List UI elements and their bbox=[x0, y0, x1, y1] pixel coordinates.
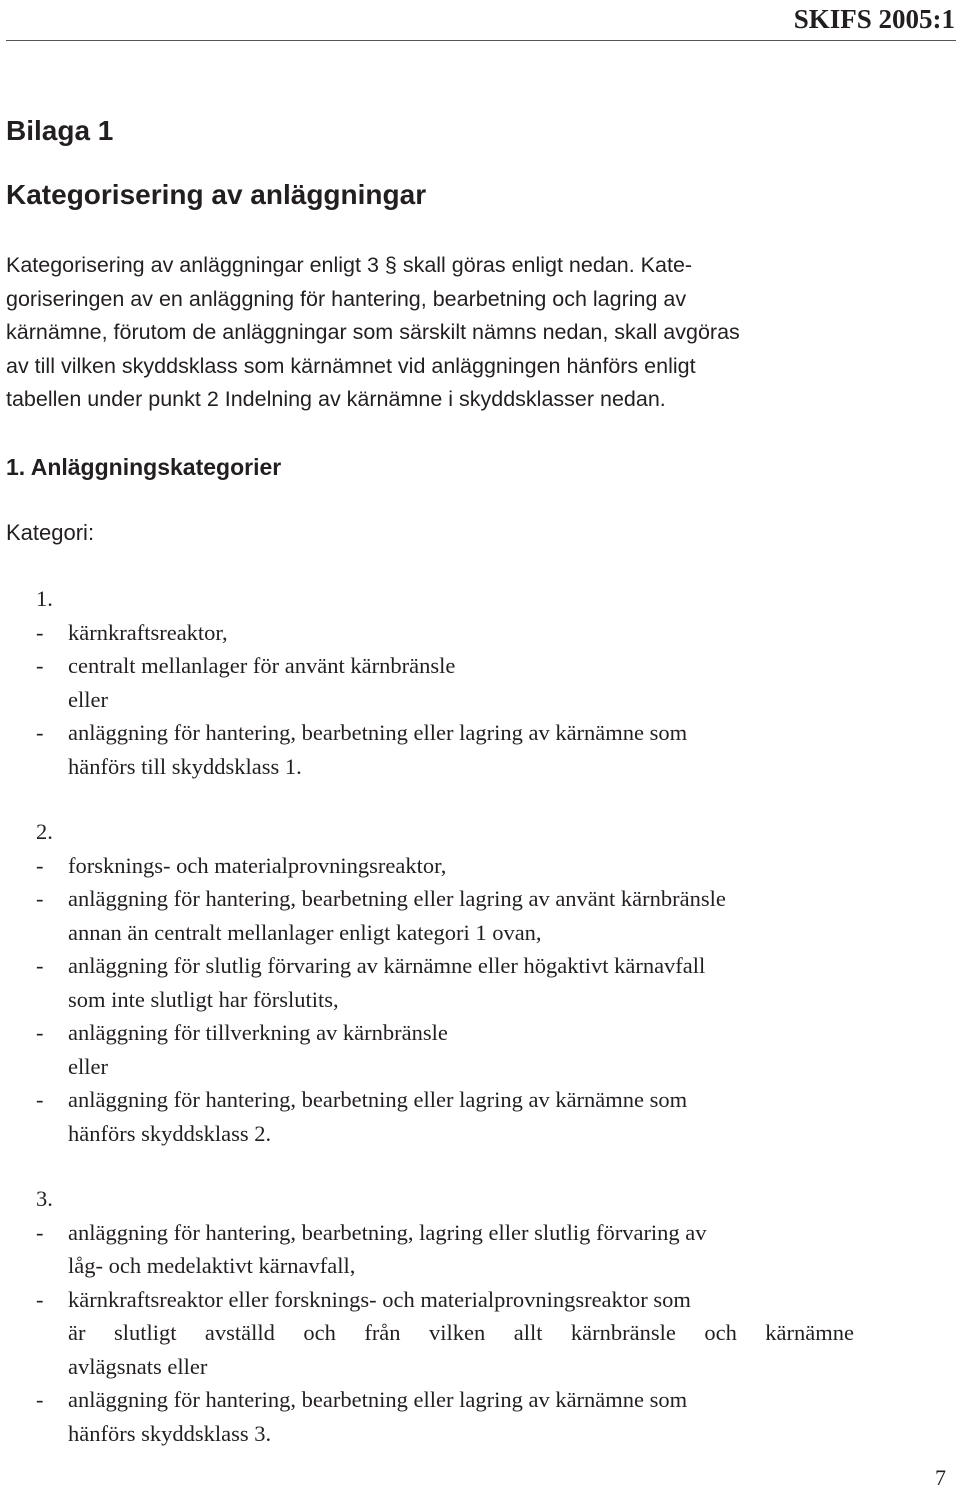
list-item-continuation: eller bbox=[68, 686, 108, 712]
list-dash: - bbox=[36, 619, 44, 645]
list-item bbox=[0, 882, 940, 916]
list-item-text: kärnkraftsreaktor, bbox=[68, 619, 228, 645]
list-item bbox=[0, 616, 940, 650]
list-item-text: centralt mellanlager för använt kärnbränsle bbox=[68, 653, 456, 678]
list-item-text: anläggning för hantering, bearbetning eller lagring av kärnämne som bbox=[68, 1387, 688, 1412]
list-dash: - bbox=[36, 720, 44, 745]
list-item bbox=[0, 649, 940, 683]
list-item bbox=[0, 1216, 940, 1250]
list-item-text: anläggning för hantering, bearbetning, lagring eller slutlig förvaring av bbox=[68, 1219, 707, 1245]
list-item bbox=[0, 1016, 940, 1050]
list-dash: - bbox=[36, 1219, 44, 1245]
category-1 bbox=[0, 582, 940, 783]
main-title: Kategorisering av anläggningar bbox=[6, 179, 427, 210]
list-item-continuation: hänförs skyddsklass 2. bbox=[68, 1120, 272, 1146]
page-number: 7 bbox=[935, 1465, 946, 1490]
list-item-text: kärnkraftsreaktor eller forsknings- och materialprovningsreaktor som bbox=[68, 1286, 691, 1312]
list-item-text: anläggning för hantering, bearbetning eller lagring av kärnämne som bbox=[68, 720, 688, 745]
list-item-text: anläggning för hantering, bearbetning eller lagring av kärnämne som bbox=[68, 1087, 688, 1112]
list-dash: - bbox=[36, 1087, 44, 1112]
list-item-continuation: eller bbox=[68, 1053, 108, 1079]
category-number: 1. bbox=[36, 586, 53, 611]
list-item-continuation: hänförs till skyddsklass 1. bbox=[68, 753, 302, 779]
intro-line: goriseringen av en anläggning för hantering, bearbetning och lagring av bbox=[6, 286, 687, 311]
list-item-continuation: låg- och medelaktivt kärnavfall, bbox=[68, 1253, 356, 1278]
header-rule bbox=[6, 40, 956, 41]
intro-line: tabellen under punkt 2 Indelning av kärnämne i skyddsklasser nedan. bbox=[6, 387, 666, 411]
list-item bbox=[0, 949, 940, 983]
list-item bbox=[0, 1383, 940, 1417]
section-heading: 1. Anläggningskategorier bbox=[6, 454, 282, 480]
list-item-text: anläggning för slutlig förvaring av kärnämne eller högaktivt kärnavfall bbox=[68, 953, 706, 978]
intro-line: Kategorisering av anläggningar enligt 3 § skall göras enligt nedan. Kate- bbox=[6, 253, 693, 277]
category-number: 2. bbox=[36, 819, 53, 844]
intro-line: av till vilken skyddsklass som kärnämnet vid anläggningen hänförs enligt bbox=[6, 353, 696, 378]
list-dash: - bbox=[36, 1387, 44, 1412]
list-item bbox=[0, 716, 940, 750]
list-item bbox=[0, 1083, 940, 1117]
list-dash: - bbox=[36, 886, 44, 911]
list-item-continuation: annan än centralt mellanlager enligt kategori 1 ovan, bbox=[68, 919, 542, 945]
list-item-text: anläggning för hantering, bearbetning eller lagring av använt kärnbränsle bbox=[68, 886, 726, 911]
list-item bbox=[0, 849, 940, 883]
list-item bbox=[0, 1283, 940, 1317]
list-dash: - bbox=[36, 852, 44, 878]
list-dash: - bbox=[36, 1286, 44, 1312]
list-dash: - bbox=[36, 653, 44, 678]
list-item-text: anläggning för tillverkning av kärnbränsle bbox=[68, 1020, 448, 1045]
category-3 bbox=[0, 1182, 940, 1450]
category-number: 3. bbox=[36, 1186, 53, 1211]
list-item-continuation: är slutligt avställd och från vilken allt kärnbränsle och kärnämne bbox=[68, 1320, 854, 1345]
list-item-continuation: som inte slutligt har förslutits, bbox=[68, 986, 339, 1012]
list-item-text: forsknings- och materialprovningsreaktor, bbox=[68, 852, 447, 878]
running-header-title: SKIFS 2005:1 bbox=[793, 4, 955, 34]
list-dash: - bbox=[36, 953, 44, 978]
category-2 bbox=[0, 815, 940, 1150]
annex-title: Bilaga 1 bbox=[6, 115, 114, 146]
intro-line: kärnämne, förutom de anläggningar som särskilt nämns nedan, skall avgöras bbox=[6, 320, 740, 344]
list-item-continuation: hänförs skyddsklass 3. bbox=[68, 1420, 272, 1446]
intro-paragraph bbox=[6, 249, 886, 417]
list-item-continuation: avlägsnats eller bbox=[68, 1353, 208, 1379]
list-dash: - bbox=[36, 1020, 44, 1045]
kategori-label: Kategori: bbox=[6, 520, 95, 545]
